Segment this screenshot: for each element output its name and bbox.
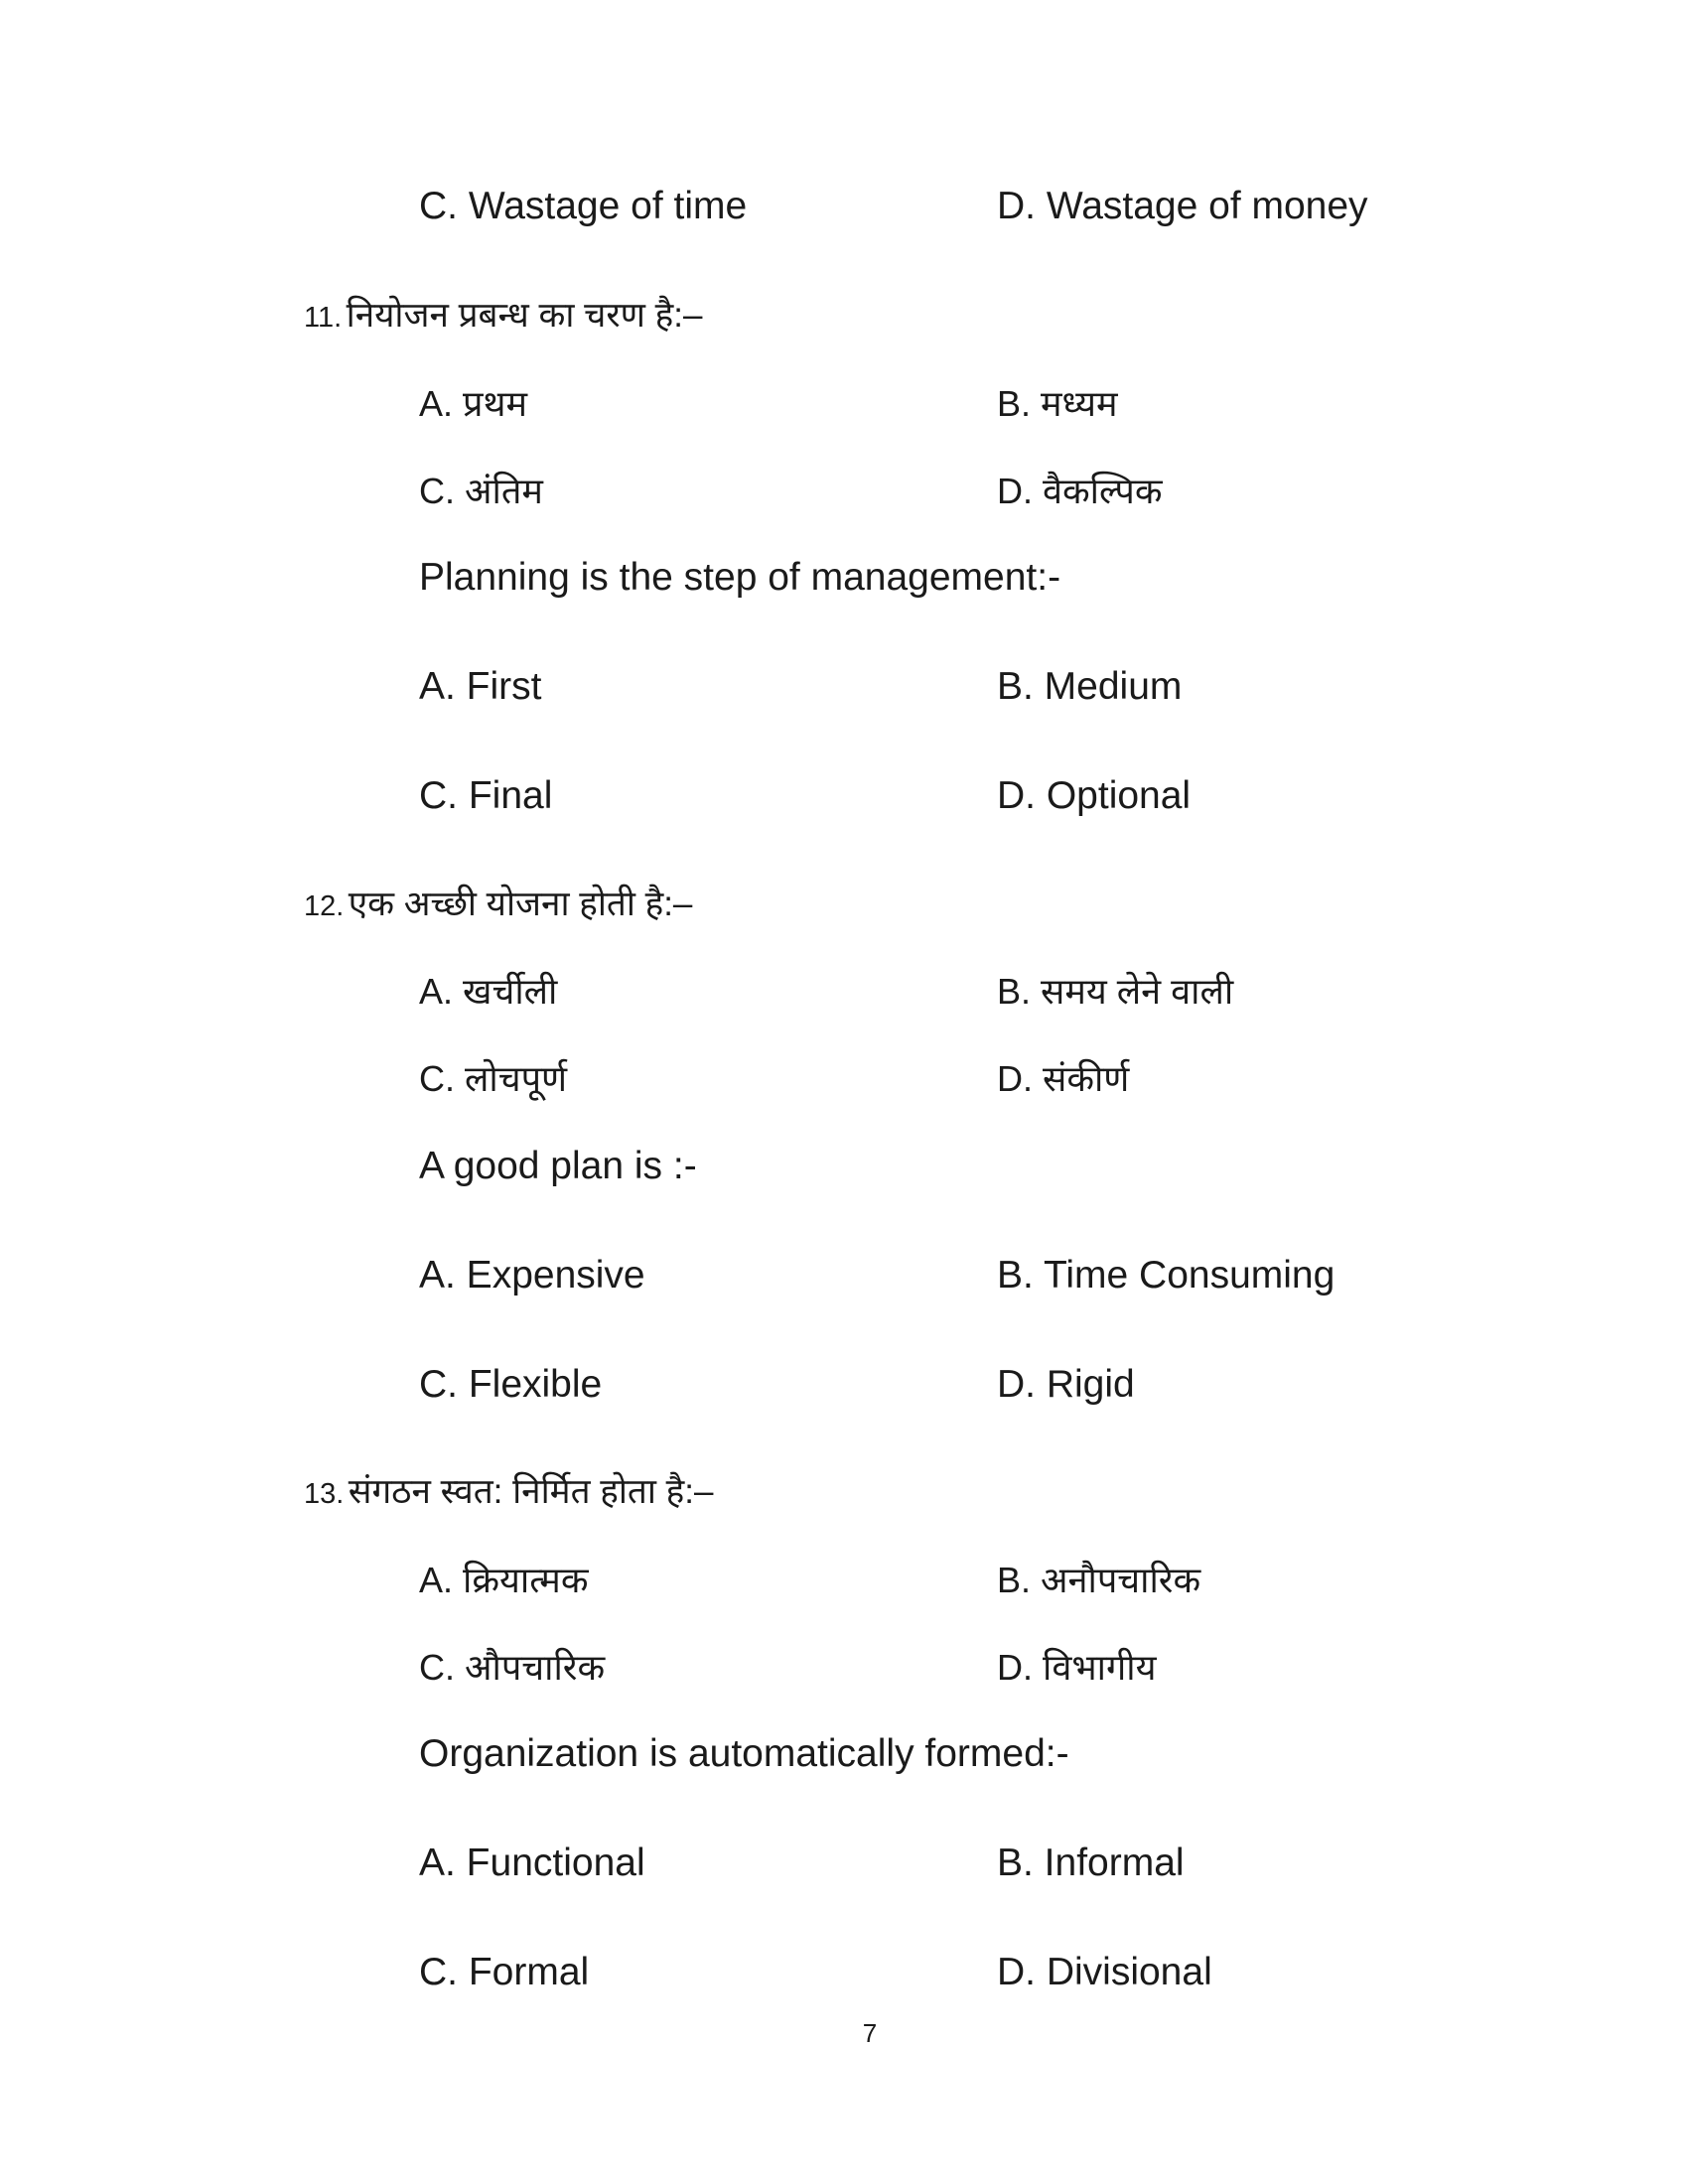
- q12-english-option-c: C. Flexible: [419, 1363, 603, 1406]
- q11-english-question: Planning is the step of management:-: [419, 556, 1061, 599]
- q11-hindi-option-a: A. प्रथम: [419, 383, 528, 424]
- q12-hindi-question-text: एक अच्छी योजना होती है:–: [348, 885, 693, 923]
- q13-hindi-option-b: B. अनौपचारिक: [997, 1560, 1201, 1600]
- q12-number: 12.: [304, 890, 345, 922]
- q12-hindi-option-b: B. समय लेने वाली: [997, 971, 1234, 1012]
- q13-english-option-d: D. Divisional: [997, 1951, 1212, 1993]
- q13-english-option-a: A. Functional: [419, 1842, 645, 1884]
- q12-english-option-a: A. Expensive: [419, 1254, 645, 1297]
- q10-option-d: D. Wastage of money: [997, 185, 1368, 227]
- q11-number: 11.: [304, 302, 343, 334]
- q11-hindi-option-d: D. वैकल्पिक: [997, 471, 1163, 511]
- q11-hindi-option-c: C. अंतिम: [419, 471, 543, 511]
- q13-number: 13.: [304, 1478, 345, 1510]
- q11-hindi-question: [304, 298, 702, 333]
- q11-english-option-c: C. Final: [419, 774, 553, 817]
- q13-hindi-question-text: संगठन स्वत: निर्मित होता है:–: [348, 1472, 714, 1511]
- q12-hindi-question: [304, 887, 692, 921]
- q13-english-option-c: C. Formal: [419, 1951, 590, 1993]
- q12-english-option-b: B. Time Consuming: [997, 1254, 1336, 1297]
- q13-hindi-option-c: C. औपचारिक: [419, 1647, 606, 1688]
- q12-hindi-option-a: A. खर्चीली: [419, 971, 558, 1012]
- q13-hindi-option-d: D. विभागीय: [997, 1647, 1157, 1688]
- q11-english-option-a: A. First: [419, 665, 542, 708]
- q11-english-option-b: B. Medium: [997, 665, 1183, 708]
- q13-english-question: Organization is automatically formed:-: [419, 1732, 1069, 1775]
- q12-hindi-option-d: D. संकीर्ण: [997, 1058, 1130, 1099]
- q11-english-option-d: D. Optional: [997, 774, 1192, 817]
- q10-option-c: C. Wastage of time: [419, 185, 748, 227]
- q12-english-question: A good plan is :-: [419, 1145, 697, 1187]
- q12-hindi-option-c: C. लोचपूर्ण: [419, 1058, 568, 1099]
- q13-english-option-b: B. Informal: [997, 1842, 1185, 1884]
- page-number: 7: [862, 2018, 878, 2048]
- q11-hindi-option-b: B. मध्यम: [997, 383, 1118, 424]
- q11-hindi-question-text: नियोजन प्रबन्ध का चरण है:–: [346, 296, 703, 335]
- q13-hindi-option-a: A. क्रियात्मक: [419, 1560, 589, 1600]
- q13-hindi-question: [304, 1474, 713, 1509]
- q12-english-option-d: D. Rigid: [997, 1363, 1135, 1406]
